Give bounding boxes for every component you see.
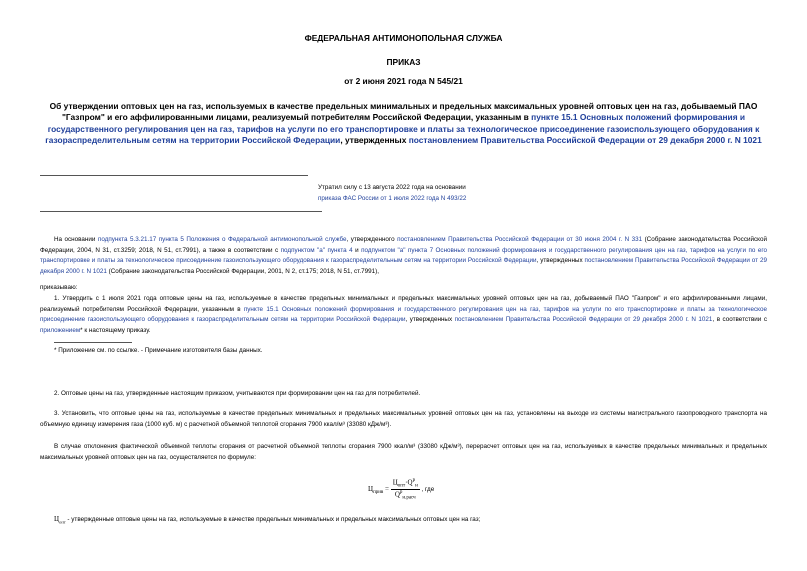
definition-symbol: $Ц_{опт}$ [54,515,66,525]
preamble-text-6: (Собрание законодательства Российской Федерации, 2001, N 2, ст.175; 2018, N 51, ст.7991), [106,267,379,275]
status-divider-top [40,175,308,176]
formula-equals: = [385,484,389,493]
formula-lhs: Ц [368,484,374,493]
formula-fraction [391,478,420,500]
definition [54,514,767,528]
item-1 [40,294,767,336]
formula-numerator: $Ц_{опт}\cdot Q^р_н$ [392,478,418,489]
preamble-link-resolution-331[interactable]: постановлением Правительства Российской Федерации от 30 июня 2004 г. N 331 [397,236,643,243]
preamble-text-1: На основании [54,236,98,243]
title-link-resolution-1021[interactable]: постановлением Правительства Российской Федерации от 29 декабря 2000 г. N 1021 [408,135,762,146]
item-3: 3. Установить, что оптовые цены на газ, используемые в качестве предельных минимальных и предельных максимальных уровней оптовых цен на газ, установлены на выходе из системы магистрального газопроводного транспорта на объемную единицу измерения газа (1000 куб. м) с расчетной объемной теплотой сгорания 7900 ккал/м³ (33080 кДж/м³). [40,410,767,428]
formula-denominator: $Q^р_{н.расч}$ [394,489,416,501]
preamble-text-5: , утвержденных [536,257,585,265]
item-4: В случае отклонения фактической объемной теплоты сгорания от расчетной объемной теплоты сгорания 7900 ккал/м³ (33080 кДж/м³), перерасчет оптовых цен на газ, используемых в качестве предельных минимальных и предельных максимальных уровней оптовых цен на газ, осуществляется по формуле: [40,443,767,461]
item-1-text-3: , в соответствии с [712,316,767,324]
preamble-text-3: (Собрание законодательства Российской Федерации, 2004, N 31, ст.3259; 2018, N 51, ст.7991), а также в соответствии с [40,236,768,254]
definition-text: - утвержденные оптовые цены на газ, используемые в качестве предельных минимальных и предельных максимальных оптовых цен на газ; [65,516,481,523]
title-text-2: , утвержденных [340,135,409,146]
preamble-link-subparagraph-7[interactable]: подпунктом "а" пункта 7 Основных положений формирования и государственного регулирования цен на газ, тарифов на услуги по его транспортировке и платы за технологическое присоединение газоиспользующего оборудования к газораспределительным сетям на территории Российской Федерации [40,246,767,265]
status-divider-bottom [40,211,322,212]
item-1-text-1: 1. Утвердить с 1 июля 2021 года оптовые цены на газ, используемые в качестве предельных минимальных и предельных максимальных уровней оптовых цен на газ, добываемый ПАО "Газпром" и его аффилированными лицами, реализуемый потребителям Российской Федерации, указанным в [40,295,767,313]
title-text-1: Об утверждении оптовых цен на газ, используемых в качестве предельных минимальных и предельных максимальных уровней оптовых цен на газ, добываемый ПАО "Газпром" и его аффилированными лицами, реализуемый потребителям Российской Федерации, указанным в [49,101,758,123]
doc-date: от 2 июня 2021 года N 545/21 [344,76,463,86]
formula [368,478,434,500]
footnote: * Приложение см. по ссылке. - Примечание изготовителя базы данных. [54,347,263,354]
preamble [40,235,767,277]
agency-name: ФЕДЕРАЛЬНАЯ АНТИМОНОПОЛЬНАЯ СЛУЖБА [304,33,503,43]
order-word: приказываю: [40,284,78,291]
document-title [40,101,767,147]
status-link[interactable]: приказа ФАС России от 1 июля 2022 года N 493/22 [318,194,467,202]
preamble-link-resolution-1021[interactable]: постановлением Правительства Российской Федерации от 29 декабря 2000 г. N 1021 [40,257,767,275]
formula-tail: , где [421,485,435,493]
item-1-link-paragraph-15-1[interactable]: пункте 15.1 Основных положений формирования и государственного регулирования цен на газ, тарифов на услуги по его транспортировке и платы за технологическое присоединение газоиспользующего оборудования к газораспределительным сетям на территории Российской Федерации [40,305,768,324]
status-line: Утратил силу с 13 августа 2022 года на основании [318,184,466,191]
item-2: 2. Оптовые цены на газ, утвержденные настоящим приказом, учитываются при формировании цен на газ для потребителей. [54,390,421,397]
footnote-divider [54,342,132,343]
preamble-link-subparagraph-4[interactable]: подпунктом "а" пункта 4 [280,246,353,254]
preamble-text-2: , утвержденного [346,236,398,243]
formula-lhs-sub: прив [373,490,384,496]
item-1-text-4: * к настоящему приказу. [80,326,151,334]
preamble-link-fas-regulation[interactable]: подпункта 5.3.21.17 пункта 5 Положения о Федеральной антимонопольной службе [97,236,347,243]
status-block [318,183,618,204]
preamble-text-4: и [352,246,362,254]
title-link-paragraph-15-1[interactable]: пункте 15.1 Основных положений формирования и государственного регулирования цен на газ, тарифов на услуги по его транспортировке и платы за технологическое присоединение газоиспользующего оборудования к газораспределительным сетям на территории Российской Федерации [45,112,760,146]
item-1-text-2: , утвержденных [405,316,455,324]
doc-type: ПРИКАЗ [386,57,421,67]
item-1-link-appendix[interactable]: приложением [40,326,81,334]
item-1-link-resolution-1021[interactable]: постановлением Правительства Российской Федерации от 29 декабря 2000 г. N 1021 [454,316,713,324]
